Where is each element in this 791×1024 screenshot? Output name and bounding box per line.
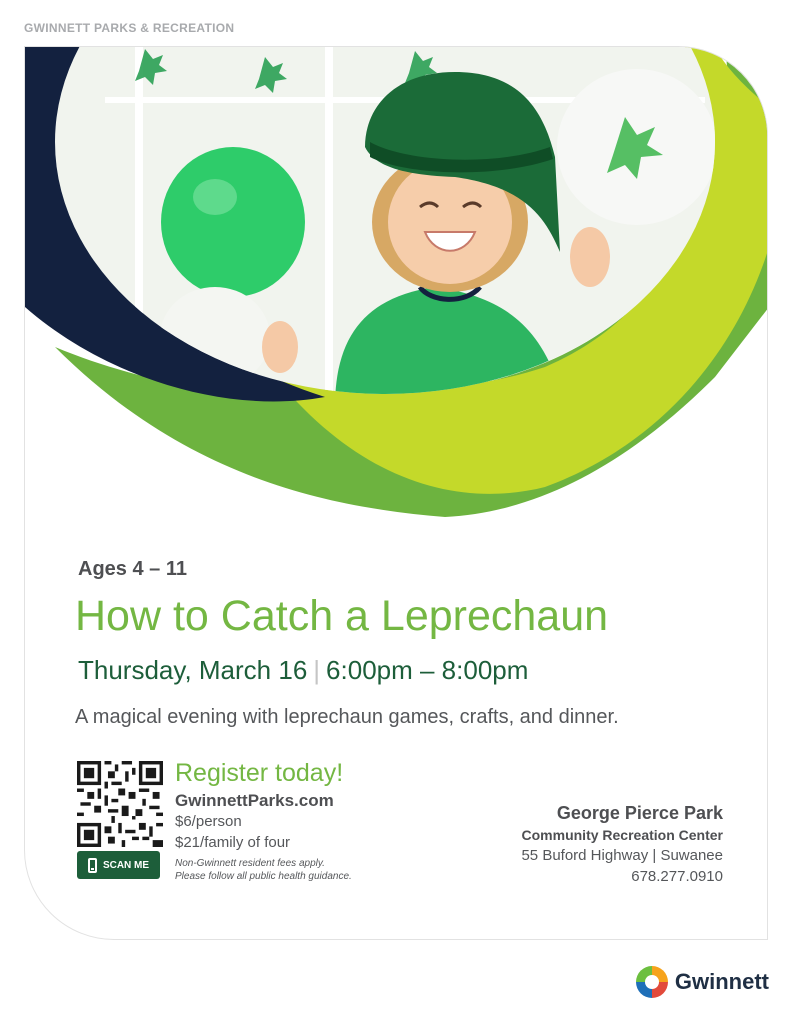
brand-name: Gwinnett — [674, 969, 769, 994]
website-link[interactable]: GwinnettParks.com — [175, 791, 334, 810]
fee-per-person: $6/person — [175, 813, 242, 830]
scan-me-label: SCAN ME — [102, 859, 150, 871]
flyer-card — [24, 46, 768, 940]
event-description: A magical evening with leprechaun games, crafts, and dinner. — [75, 706, 619, 728]
fee-family: $21/family of four — [175, 834, 291, 851]
venue-info — [521, 801, 723, 887]
register-heading: Register today! — [175, 759, 344, 787]
venue-phone: 678.277.0910 — [631, 868, 723, 885]
phone-icon — [88, 858, 97, 873]
qr-code[interactable] — [77, 761, 163, 847]
resident-fee-note: Non-Gwinnett resident fees apply. — [175, 858, 325, 869]
event-date: Thursday, March 16 — [78, 655, 308, 685]
datetime-separator: | — [313, 655, 321, 685]
gwinnett-logo-icon — [635, 965, 669, 999]
age-range: Ages 4 – 11 — [78, 558, 187, 580]
center-name: Community Recreation Center — [521, 827, 723, 843]
hero-artwork — [25, 47, 768, 547]
park-name: George Pierce Park — [556, 803, 723, 823]
health-guidance-note: Please follow all public health guidance. — [175, 871, 352, 882]
gwinnett-logo — [635, 965, 769, 999]
scan-me-button[interactable] — [77, 851, 160, 879]
venue-address: 55 Buford Highway | Suwanee — [521, 847, 723, 864]
organization-header: GWINNETT PARKS & RECREATION — [24, 21, 235, 35]
event-datetime — [78, 655, 528, 686]
event-time: 6:00pm – 8:00pm — [326, 655, 529, 685]
event-title: How to Catch a Leprechaun — [75, 592, 609, 640]
